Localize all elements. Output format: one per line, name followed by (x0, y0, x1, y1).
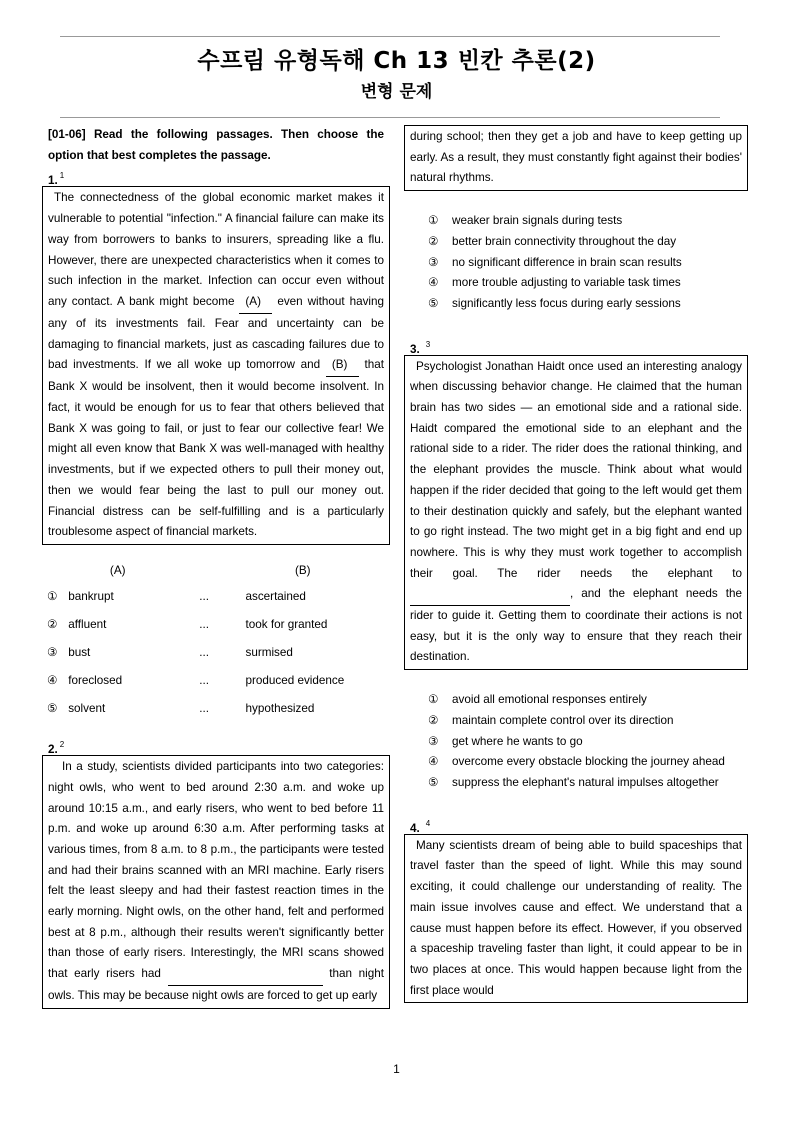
blank-b: (B) (326, 355, 359, 377)
q2-option-4[interactable]: ④ more trouble adjusting to variable task times (428, 276, 681, 290)
question-2-number: 2. $^2$ (48, 740, 65, 757)
footnote-marker: 1 (59, 171, 65, 181)
blank-2 (168, 964, 323, 986)
question-4-number: 4. $^4$ (410, 818, 431, 835)
left-column (42, 125, 390, 1009)
footnote-marker: 4 (425, 818, 431, 828)
answer-option-2[interactable]: ② affluent ... took for granted (47, 617, 328, 631)
answer-option-3[interactable]: ③ bust ... surmised (47, 645, 293, 659)
column-a-label: (A) (109, 564, 126, 578)
answer-option-4[interactable]: ④ foreclosed ... produced evidence (47, 673, 345, 687)
page-number: 1 (393, 1062, 400, 1076)
header-rule-top (60, 36, 720, 37)
header-rule-bottom (60, 117, 720, 118)
page-subtitle: 변형 문제 (360, 82, 433, 102)
blank-3 (410, 584, 570, 606)
question-3-passage: Psychologist Jonathan Haidt once used an interesting analogy when discussing behavior change. He claimed that the human brain has two sides — an emotional side and a rational side. Haidt compared the emotional side to an elephant and the rational side to a rider. The rider does the rational thinking, and the elephant provides the muscle. Think about what would happen if the rider decided that going to the left would get them to their destination quickly and safely, but the elephant wanted to go right instead. The two might get in a big fight and end up nowhere. This is why they must work together to accomplish their goal. The rider needs the elephant to , and the elephant needs the rider to guide it. Getting them to coordinate their actions is not easy, but it is the only way to ensure that they reach their destination. (404, 355, 748, 671)
question-2-options (428, 211, 748, 315)
question-3-options (428, 690, 748, 794)
q3-option-5[interactable]: ⑤ suppress the elephant's natural impulses altogether (428, 775, 719, 789)
question-4-passage: Many scientists dream of being able to build spaceships that travel faster than the speed of light. While this may sound exciting, it could challenge our understanding of reality. The main issue involves cause and effect. We understand that a cause must happen before its effect. However, if you observed a spaceship traveling faster than light, it could appear to be in two places at once. This would happen because light from the first place would (404, 834, 748, 1004)
instructions: [01-06] Read the following passages. Then choose the option that best completes the passage. (48, 128, 384, 162)
question-2-passage-continued: during school; then they get a job and have to keep getting up early. As a result, they must constantly fight against their bodies' natural rhythms. (404, 125, 748, 191)
question-1-number: 1. $^1$ (48, 171, 65, 188)
question-3-number: 3. $^3$ (410, 339, 431, 356)
q3-option-1[interactable]: ① avoid all emotional responses entirely (428, 693, 647, 707)
question-2-passage: In a study, scientists divided participants into two categories: night owls, who went to bed around 2:30 a.m. and woke up around 10:15 a.m., and early risers, who went to bed before 11 p.m. and woke up around 6:30 a.m. After performing tasks at various times, from 8 a.m. to 8 p.m., the participants were tested and had their brains scanned with an MRI machine. Early risers felt the least sleepy and had their fastest reaction times in the early morning. Night owls, on the other hand, felt and performed best at 8 p.m., although their results weren't significantly better than those of early risers. Interestingly, the MRI scans showed that early risers had than night owls. This may be because night owls are forced to get up early (42, 755, 390, 1008)
q3-option-4[interactable]: ④ overcome every obstacle blocking the journey ahead (428, 755, 725, 769)
q3-option-3[interactable]: ③ get where he wants to go (428, 734, 583, 748)
question-1-passage: The connectedness of the global economic market makes it vulnerable to potential "infection." A financial failure can make its way from borrowers to banks to insurers, spreading like a flu. However, there are unexpected characteristics when it comes to such infection in the market. Infection can occur even without any contact. A bank might become (A) even without having any of its investments fail. Fear and uncertainty can be damaging to financial markets, just as cascading failures due to bad investments. If we all woke up tomorrow and (B) that Bank X would be insolvent, then it would become insolvent. In fact, it would be enough for us to fear that others believed that Bank X was going to fail, or just to fear our collective fear! We might all even know that Bank X was well-managed with healthy investments, but if we expected others to pull their money out, then we would fear being the last to pull our money out. Financial distress can be self-fulfilling and is a particularly troublesome aspect of financial markets. (42, 186, 390, 545)
footnote-marker: 2 (59, 740, 65, 750)
q2-option-3[interactable]: ③ no significant difference in brain scan results (428, 255, 682, 269)
q2-option-2[interactable]: ② better brain connectivity throughout the day (428, 234, 677, 248)
blank-a: (A) (239, 292, 272, 314)
answer-option-5[interactable]: ⑤ solvent ... hypothesized (47, 701, 315, 715)
q2-option-5[interactable]: ⑤ significantly less focus during early sessions (428, 296, 681, 310)
answer-option-1[interactable]: ① bankrupt ... ascertained (47, 589, 306, 603)
answer-table-header (42, 561, 390, 583)
q2-option-1[interactable]: ① weaker brain signals during tests (428, 214, 623, 228)
column-b-label: (B) (294, 564, 311, 578)
page-title: 수프림 유형독해 Ch 13 빈칸 추론(2) (197, 48, 596, 74)
footnote-marker: 3 (425, 339, 431, 349)
q3-option-2[interactable]: ② maintain complete control over its direction (428, 713, 674, 727)
right-column (404, 125, 748, 1003)
